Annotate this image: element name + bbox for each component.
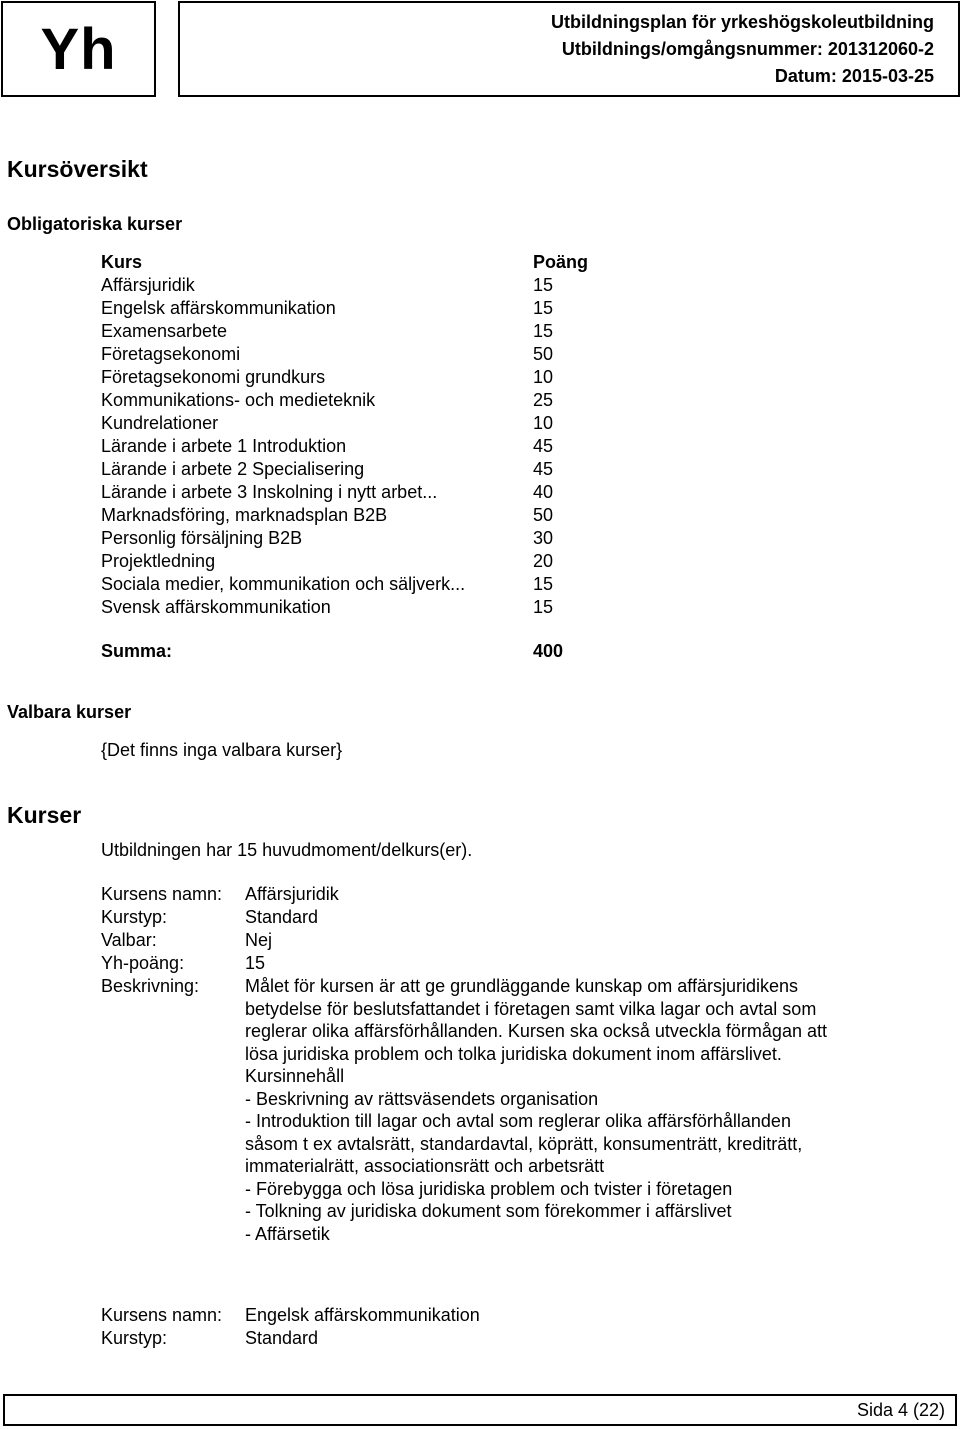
table-row bbox=[101, 574, 601, 597]
description-line: Målet för kursen är att ge grundläggande kunskap om affärsjuridikens bbox=[245, 976, 798, 996]
sum-label: Summa: bbox=[101, 641, 173, 661]
course-name: Svensk affärskommunikation bbox=[101, 597, 331, 617]
label-kurstyp: Kurstyp: bbox=[101, 907, 168, 927]
course-name: Examensarbete bbox=[101, 321, 228, 341]
description-line: reglerar olika affärsförhållanden. Kursen ska också utveckla förmågan att bbox=[245, 1021, 827, 1041]
value-kursens-namn: Affärsjuridik bbox=[245, 884, 339, 904]
value-kursens-namn: Engelsk affärskommunikation bbox=[245, 1305, 480, 1325]
course-points: 15 bbox=[533, 298, 554, 318]
header-date: Datum: 2015-03-25 bbox=[774, 66, 934, 86]
table-row bbox=[101, 482, 601, 505]
yh-logo: Yh bbox=[40, 16, 117, 82]
course-points: 50 bbox=[533, 344, 554, 364]
table-row bbox=[101, 528, 601, 551]
label-kurstyp: Kurstyp: bbox=[101, 1328, 168, 1348]
course-points: 15 bbox=[533, 321, 554, 341]
table-row bbox=[101, 344, 601, 367]
label-beskrivning: Beskrivning: bbox=[101, 976, 200, 996]
page-number: Sida 4 (22) bbox=[856, 1400, 945, 1420]
table-sum-row bbox=[101, 641, 601, 664]
course-points: 50 bbox=[533, 505, 554, 525]
table-row bbox=[101, 413, 601, 436]
course-table-header bbox=[101, 252, 601, 275]
value-kurstyp: Standard bbox=[245, 907, 319, 927]
section-title-kurser: Kurser bbox=[7, 802, 82, 828]
description-line: - Beskrivning av rättsväsendets organisation bbox=[245, 1088, 599, 1109]
course-name: Lärande i arbete 2 Specialisering bbox=[101, 459, 365, 479]
value-kurstyp: Standard bbox=[245, 1328, 319, 1348]
value-yh-poang: 15 bbox=[245, 953, 266, 973]
table-row bbox=[101, 298, 601, 321]
value-beskrivning bbox=[245, 975, 865, 1245]
course-name: Affärsjuridik bbox=[101, 275, 195, 295]
course-points: 45 bbox=[533, 459, 554, 479]
course-name: Projektledning bbox=[101, 551, 216, 571]
header-program-number: Utbildnings/omgångsnummer: 201312060-2 bbox=[561, 39, 934, 59]
table-row bbox=[101, 321, 601, 344]
table-row bbox=[101, 275, 601, 298]
column-header-poang: Poäng bbox=[533, 252, 589, 272]
sum-value: 400 bbox=[533, 641, 564, 661]
course-points: 30 bbox=[533, 528, 554, 548]
header-title: Utbildningsplan för yrkeshögskoleutbildning bbox=[550, 12, 934, 32]
document-header bbox=[178, 1, 960, 97]
description-line: lösa juridiska problem och tolka juridiska dokument inom affärslivet. bbox=[245, 1043, 782, 1064]
description-line: immaterialrätt, associationsrätt och arbetsrätt bbox=[245, 1156, 605, 1176]
label-valbar: Valbar: bbox=[101, 930, 157, 950]
course-points: 25 bbox=[533, 390, 554, 410]
description-line: såsom t ex avtalsrätt, standardavtal, köprätt, konsumenträtt, krediträtt, bbox=[245, 1133, 803, 1154]
label-yh-poang: Yh-poäng: bbox=[101, 953, 185, 973]
course-name: Lärande i arbete 1 Introduktion bbox=[101, 436, 347, 456]
page-footer bbox=[3, 1394, 957, 1426]
description-line: - Introduktion till lagar och avtal som reglerar olika affärsförhållanden bbox=[245, 1111, 791, 1131]
table-row bbox=[101, 459, 601, 482]
description-line: betydelse för beslutsfattandet i företagen samt vilka lagar och avtal som bbox=[245, 998, 817, 1019]
course-points: 15 bbox=[533, 275, 554, 295]
table-row bbox=[101, 367, 601, 390]
course-name: Personlig försäljning B2B bbox=[101, 528, 303, 548]
course-name: Lärande i arbete 3 Inskolning i nytt arbet... bbox=[101, 482, 438, 502]
table-row bbox=[101, 597, 601, 620]
course-name: Företagsekonomi bbox=[101, 344, 241, 364]
course-points: 45 bbox=[533, 436, 554, 456]
course-detail-1 bbox=[101, 883, 881, 1253]
valbara-empty-text: {Det finns inga valbara kurser} bbox=[101, 740, 343, 760]
course-name: Engelsk affärskommunikation bbox=[101, 298, 336, 318]
section-title-kursoversikt: Kursöversikt bbox=[7, 156, 148, 182]
description-line: - Förebygga och lösa juridiska problem och tvister i företagen bbox=[245, 1178, 733, 1199]
subsection-title-valbara: Valbara kurser bbox=[7, 702, 132, 722]
table-row bbox=[101, 551, 601, 574]
course-points: 40 bbox=[533, 482, 554, 502]
table-row bbox=[101, 436, 601, 459]
kurser-intro: Utbildningen har 15 huvudmoment/delkurs(er). bbox=[101, 840, 473, 860]
description-line: Kursinnehåll bbox=[245, 1066, 345, 1086]
course-points: 10 bbox=[533, 413, 554, 433]
table-row bbox=[101, 390, 601, 413]
table-row bbox=[101, 505, 601, 528]
course-points: 20 bbox=[533, 551, 554, 571]
course-name: Kommunikations- och medieteknik bbox=[101, 390, 376, 410]
column-header-kurs: Kurs bbox=[101, 252, 143, 272]
course-points: 15 bbox=[533, 574, 554, 594]
course-name: Kundrelationer bbox=[101, 413, 219, 433]
logo-box bbox=[1, 1, 156, 97]
course-points: 15 bbox=[533, 597, 554, 617]
course-points: 10 bbox=[533, 367, 554, 387]
description-line: - Tolkning av juridiska dokument som förekommer i affärslivet bbox=[245, 1201, 732, 1221]
course-detail-2 bbox=[101, 1304, 881, 1350]
value-valbar: Nej bbox=[245, 930, 273, 950]
course-name: Företagsekonomi grundkurs bbox=[101, 367, 326, 387]
label-kursens-namn: Kursens namn: bbox=[101, 1305, 223, 1325]
subsection-title-obligatoriska: Obligatoriska kurser bbox=[7, 214, 183, 234]
course-name: Sociala medier, kommunikation och säljverk... bbox=[101, 574, 466, 594]
label-kursens-namn: Kursens namn: bbox=[101, 884, 223, 904]
course-name: Marknadsföring, marknadsplan B2B bbox=[101, 505, 388, 525]
description-line: - Affärsetik bbox=[245, 1223, 330, 1244]
